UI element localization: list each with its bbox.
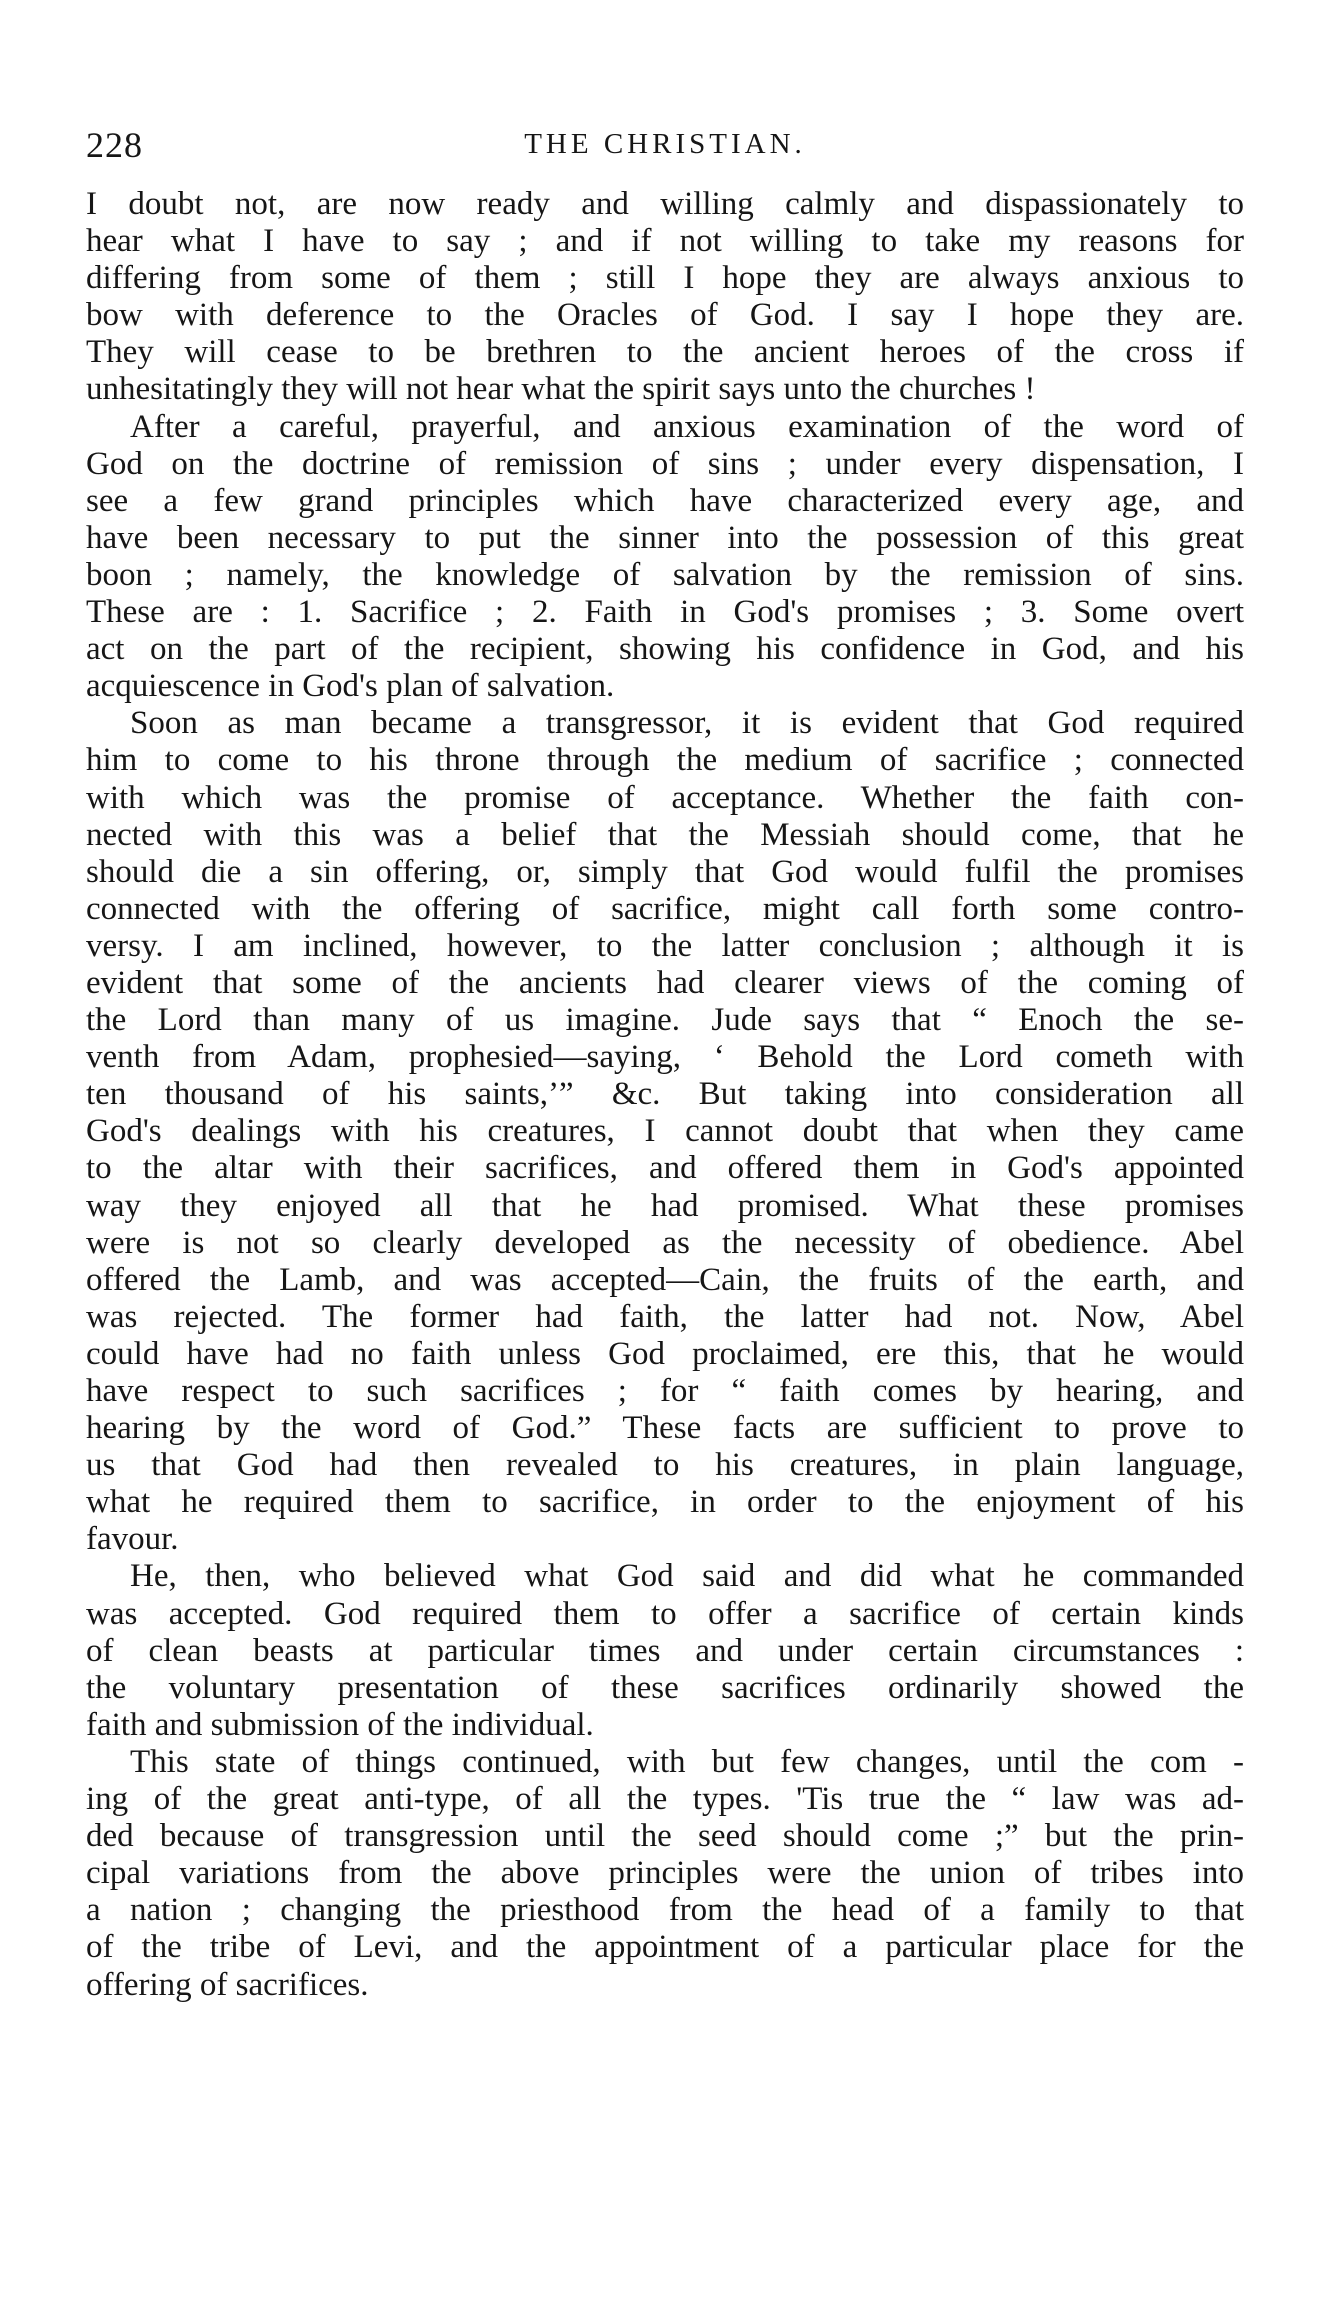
paragraph bbox=[86, 186, 1244, 409]
text-line: what he required them to sacrifice, in order to the enjoyment of his bbox=[86, 1484, 1244, 1521]
text-line: act on the part of the recipient, showing his confidence in God, and his bbox=[86, 631, 1244, 668]
page-number: 228 bbox=[86, 125, 143, 165]
text-line: versy. I am inclined, however, to the latter conclusion ; although it is bbox=[86, 927, 1244, 964]
text-line: way they enjoyed all that he had promised. What these promises bbox=[86, 1187, 1244, 1224]
text-line: have respect to such sacrifices ; for “ faith comes by hearing, and bbox=[86, 1373, 1244, 1409]
text-line: Soon as man became a transgressor, it is evident that God required bbox=[130, 705, 1244, 742]
text-line: was rejected. The former had faith, the latter had not. Now, Abel bbox=[86, 1298, 1244, 1335]
text-line: favour. bbox=[86, 1521, 179, 1558]
text-line: bow with deference to the Oracles of God. I say I hope they are. bbox=[86, 297, 1244, 334]
text-line: nected with this was a belief that the Messiah should come, that he bbox=[86, 816, 1244, 853]
text-line: These are : 1. Sacrifice ; 2. Faith in God's promises ; 3. Some overt bbox=[86, 594, 1244, 631]
body-text bbox=[86, 186, 1244, 2004]
text-line: I doubt not, are now ready and willing calmly and dispassionately to bbox=[86, 186, 1244, 222]
text-line: have been necessary to put the sinner into the possession of this great bbox=[86, 519, 1244, 556]
text-line: hearing by the word of God.” These facts are sufficient to prove to bbox=[86, 1410, 1244, 1447]
text-line: acquiescence in God's plan of salvation. bbox=[86, 668, 615, 705]
page-header bbox=[86, 118, 1244, 178]
book-page bbox=[86, 118, 1244, 2004]
text-line: us that God had then revealed to his creatures, in plain language, bbox=[86, 1447, 1244, 1484]
paragraph bbox=[86, 409, 1244, 706]
text-line: should die a sin offering, or, simply that God would fulfil the promises bbox=[86, 853, 1244, 890]
text-line: of the tribe of Levi, and the appointment of a particular place for the bbox=[86, 1929, 1244, 1966]
running-head: THE CHRISTIAN. bbox=[524, 128, 806, 160]
text-line: offering of sacrifices. bbox=[86, 1966, 369, 2003]
text-line: differing from some of them ; still I hope they are always anxious to bbox=[86, 260, 1244, 297]
text-line: hear what I have to say ; and if not willing to take my reasons for bbox=[86, 223, 1244, 260]
text-line: ing of the great anti-type, of all the types. 'Tis true the “ law was ad- bbox=[86, 1781, 1244, 1818]
text-line: evident that some of the ancients had clearer views of the coming of bbox=[86, 964, 1244, 1001]
text-line: faith and submission of the individual. bbox=[86, 1706, 594, 1743]
text-line: see a few grand principles which have characterized every age, and bbox=[86, 482, 1244, 519]
text-line: to the altar with their sacrifices, and offered them in God's appointed bbox=[86, 1150, 1244, 1187]
paragraph bbox=[86, 705, 1244, 1558]
text-line: cipal variations from the above principles were the union of tribes into bbox=[86, 1855, 1244, 1892]
text-line: ten thousand of his saints,’” &c. But taking into consideration all bbox=[86, 1076, 1244, 1113]
text-line: God on the doctrine of remission of sins ; under every dispensation, I bbox=[86, 445, 1244, 482]
text-line: the Lord than many of us imagine. Jude says that “ Enoch the se- bbox=[86, 1002, 1244, 1039]
text-line: were is not so clearly developed as the necessity of obedience. Abel bbox=[86, 1224, 1244, 1261]
text-line: connected with the offering of sacrifice, might call forth some contro- bbox=[86, 890, 1244, 927]
text-line: boon ; namely, the knowledge of salvation by the remission of sins. bbox=[86, 556, 1244, 593]
text-line: He, then, who believed what God said and did what he commanded bbox=[130, 1558, 1244, 1595]
text-line: the voluntary presentation of these sacrifices ordinarily showed the bbox=[86, 1669, 1244, 1706]
text-line: of clean beasts at particular times and under certain circumstances : bbox=[86, 1632, 1244, 1669]
text-line: him to come to his throne through the medium of sacrifice ; connected bbox=[86, 742, 1244, 779]
text-line: offered the Lamb, and was accepted—Cain, the fruits of the earth, and bbox=[86, 1261, 1244, 1298]
text-line: could have had no faith unless God proclaimed, ere this, that he would bbox=[86, 1335, 1244, 1372]
text-line: God's dealings with his creatures, I cannot doubt that when they came bbox=[86, 1113, 1244, 1150]
text-line: After a careful, prayerful, and anxious examination of the word of bbox=[130, 408, 1244, 445]
paragraph bbox=[86, 1558, 1244, 1743]
text-line: was accepted. God required them to offer a sacrifice of certain kinds bbox=[86, 1595, 1244, 1632]
text-line: a nation ; changing the priesthood from the head of a family to that bbox=[86, 1892, 1244, 1929]
text-line: with which was the promise of acceptance. Whether the faith con- bbox=[86, 779, 1244, 816]
text-line: unhesitatingly they will not hear what the spirit says unto the churches ! bbox=[86, 371, 1036, 408]
text-line: This state of things continued, with but few changes, until the com - bbox=[130, 1743, 1244, 1780]
text-line: venth from Adam, prophesied—saying, ‘ Behold the Lord cometh with bbox=[86, 1039, 1244, 1076]
text-line: ded because of transgression until the seed should come ;” but the prin- bbox=[86, 1818, 1244, 1855]
text-line: They will cease to be brethren to the ancient heroes of the cross if bbox=[86, 334, 1244, 371]
paragraph bbox=[86, 1744, 1244, 2004]
